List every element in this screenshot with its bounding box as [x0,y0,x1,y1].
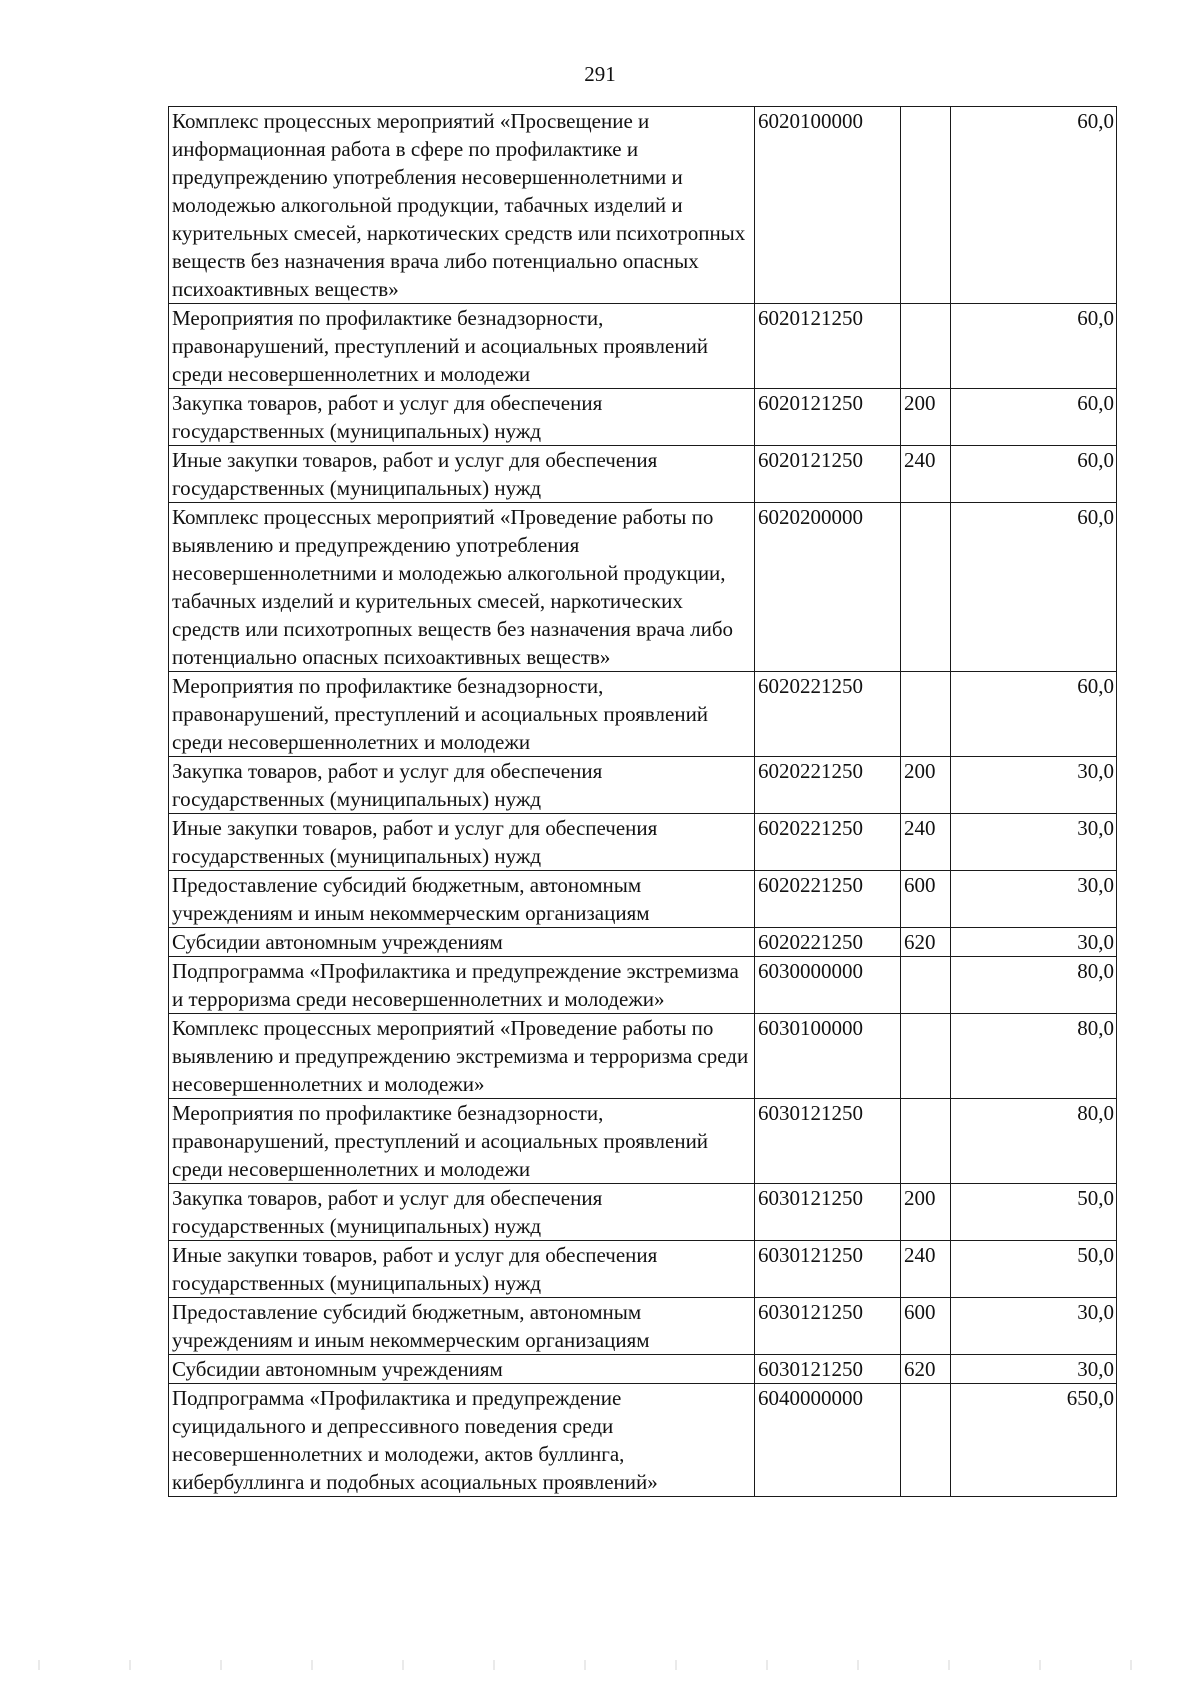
row-sum-cell: 60,0 [951,503,1117,672]
row-name-cell: Субсидии автономным учреждениям [169,1355,755,1384]
row-expense-type-cell [901,1014,951,1099]
row-code-cell: 6030121250 [755,1099,901,1184]
row-name-cell: Мероприятия по профилактике безнадзорности, правонарушений, преступлений и асоциальных проявлений среди несовершеннолетних и молодежи [169,304,755,389]
table-row [169,1298,1117,1355]
row-expense-type-cell [901,672,951,757]
row-expense-type-cell [901,304,951,389]
table-row [169,107,1117,304]
row-name-cell: Иные закупки товаров, работ и услуг для обеспечения государственных (муниципальных) нужд [169,814,755,871]
table-row [169,1099,1117,1184]
row-expense-type-cell: 200 [901,1184,951,1241]
row-code-cell: 6020100000 [755,107,901,304]
row-code-cell: 6020121250 [755,304,901,389]
row-code-cell: 6030121250 [755,1355,901,1384]
row-code-cell: 6020221250 [755,928,901,957]
table-row [169,672,1117,757]
row-expense-type-cell: 620 [901,928,951,957]
row-sum-cell: 60,0 [951,446,1117,503]
table-row [169,1355,1117,1384]
row-expense-type-cell [901,1384,951,1497]
table-row [169,446,1117,503]
budget-table [168,106,1117,1497]
row-expense-type-cell: 600 [901,871,951,928]
row-name-cell: Субсидии автономным учреждениям [169,928,755,957]
row-code-cell: 6020121250 [755,446,901,503]
row-expense-type-cell: 200 [901,389,951,446]
row-name-cell: Комплекс процессных мероприятий «Проведение работы по выявлению и предупреждению употребления несовершеннолетними и молодежью алкогольной продукции, табачных изделий и курительных смесей, наркотических средств или психотропных веществ без назначения врача либо потенциально опасных психоактивных веществ» [169,503,755,672]
table-row [169,1241,1117,1298]
row-name-cell: Мероприятия по профилактике безнадзорности, правонарушений, преступлений и асоциальных проявлений среди несовершеннолетних и молодежи [169,1099,755,1184]
row-sum-cell: 60,0 [951,107,1117,304]
row-expense-type-cell [901,503,951,672]
row-name-cell: Комплекс процессных мероприятий «Просвещение и информационная работа в сфере по профилактике и предупреждению употребления несовершеннолетними и молодежью алкогольной продукции, табачных изделий и курительных смесей, наркотических средств или психотропных веществ без назначения врача либо потенциально опасных психоактивных веществ» [169,107,755,304]
row-name-cell: Комплекс процессных мероприятий «Проведение работы по выявлению и предупреждению экстремизма и терроризма среди несовершеннолетних и молодежи» [169,1014,755,1099]
row-code-cell: 6040000000 [755,1384,901,1497]
row-expense-type-cell [901,107,951,304]
row-code-cell: 6020121250 [755,389,901,446]
table-row [169,1184,1117,1241]
row-code-cell: 6020200000 [755,503,901,672]
table-row [169,503,1117,672]
table-row [169,1014,1117,1099]
row-sum-cell: 30,0 [951,1298,1117,1355]
row-name-cell: Мероприятия по профилактике безнадзорности, правонарушений, преступлений и асоциальных проявлений среди несовершеннолетних и молодежи [169,672,755,757]
row-sum-cell: 60,0 [951,389,1117,446]
row-name-cell: Закупка товаров, работ и услуг для обеспечения государственных (муниципальных) нужд [169,389,755,446]
row-name-cell: Закупка товаров, работ и услуг для обеспечения государственных (муниципальных) нужд [169,1184,755,1241]
row-expense-type-cell: 200 [901,757,951,814]
table-row [169,757,1117,814]
row-code-cell: 6020221250 [755,871,901,928]
row-name-cell: Подпрограмма «Профилактика и предупреждение суицидального и депрессивного поведения среди несовершеннолетних и молодежи, актов буллинга, кибербуллинга и подобных асоциальных проявлений» [169,1384,755,1497]
table-row [169,389,1117,446]
page-number: 291 [584,62,616,86]
row-name-cell: Иные закупки товаров, работ и услуг для обеспечения государственных (муниципальных) нужд [169,446,755,503]
row-code-cell: 6020221250 [755,757,901,814]
row-sum-cell: 80,0 [951,1099,1117,1184]
row-expense-type-cell: 240 [901,446,951,503]
row-code-cell: 6030121250 [755,1241,901,1298]
table-row [169,1384,1117,1497]
row-sum-cell: 60,0 [951,672,1117,757]
row-sum-cell: 80,0 [951,1014,1117,1099]
row-code-cell: 6030121250 [755,1184,901,1241]
row-code-cell: 6020221250 [755,814,901,871]
table-row [169,814,1117,871]
row-sum-cell: 60,0 [951,304,1117,389]
row-sum-cell: 50,0 [951,1241,1117,1298]
row-sum-cell: 30,0 [951,928,1117,957]
row-code-cell: 6030121250 [755,1298,901,1355]
row-expense-type-cell: 240 [901,814,951,871]
row-expense-type-cell: 620 [901,1355,951,1384]
table-row [169,928,1117,957]
row-name-cell: Закупка товаров, работ и услуг для обеспечения государственных (муниципальных) нужд [169,757,755,814]
row-sum-cell: 50,0 [951,1184,1117,1241]
table-row [169,304,1117,389]
row-name-cell: Предоставление субсидий бюджетным, автономным учреждениям и иным некоммерческим организациям [169,871,755,928]
budget-table-body [169,107,1117,1497]
row-sum-cell: 30,0 [951,871,1117,928]
row-sum-cell: 30,0 [951,757,1117,814]
row-code-cell: 6020221250 [755,672,901,757]
row-name-cell: Иные закупки товаров, работ и услуг для обеспечения государственных (муниципальных) нужд [169,1241,755,1298]
row-code-cell: 6030000000 [755,957,901,1014]
row-name-cell: Предоставление субсидий бюджетным, автономным учреждениям и иным некоммерческим организациям [169,1298,755,1355]
row-sum-cell: 80,0 [951,957,1117,1014]
row-sum-cell: 30,0 [951,1355,1117,1384]
row-code-cell: 6030100000 [755,1014,901,1099]
table-row [169,957,1117,1014]
row-expense-type-cell: 600 [901,1298,951,1355]
row-expense-type-cell [901,1099,951,1184]
table-row [169,871,1117,928]
scan-artifact [0,1660,1200,1670]
row-expense-type-cell [901,957,951,1014]
row-expense-type-cell: 240 [901,1241,951,1298]
row-name-cell: Подпрограмма «Профилактика и предупреждение экстремизма и терроризма среди несовершеннолетних и молодежи» [169,957,755,1014]
row-sum-cell: 650,0 [951,1384,1117,1497]
row-sum-cell: 30,0 [951,814,1117,871]
